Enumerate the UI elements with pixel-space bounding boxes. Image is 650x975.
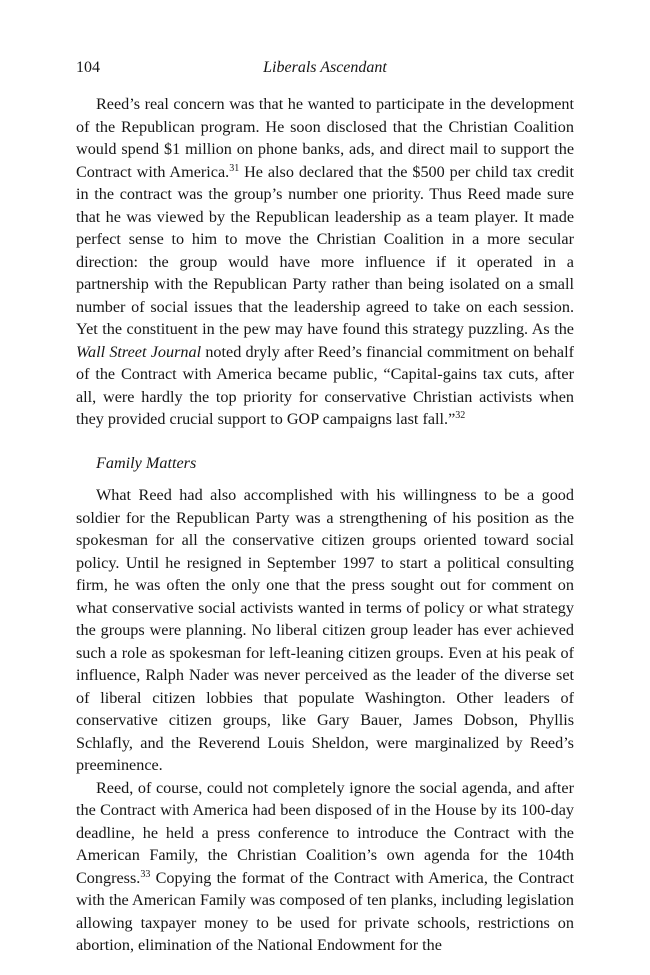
running-head: [76, 56, 574, 80]
paragraph-text: Reed’s real concern was that he wanted to participate in the development of the Republican program. He soon disclosed that the Christian Coalition would spend $1 million on phone banks, ads, and direct mail to support the Contract with America.: [76, 95, 574, 181]
footnote-marker: 31: [229, 162, 240, 174]
footnote-marker: 33: [140, 868, 151, 880]
footnote-marker: 32: [455, 410, 466, 421]
paragraph-reed-concern: [76, 93, 574, 431]
section-heading: Family Matters: [96, 453, 197, 472]
paragraph-family-contract: [76, 777, 574, 957]
paragraph-text: Copying the format of the Contract with America, the Contract with the American Family was composed of ten planks, including legislation allowing taxpayer money to be used for private schools, restrictions on abortion, elimination of the National Endowment for the: [76, 868, 574, 954]
paragraph-text: He also declared that the $500 per child tax credit in the contract was the group’s number one priority. Thus Reed made sure that he was viewed by the Republican leadership as a team player. It made perfect sense to him to move the Christian Coalition in a more secular direction: the group would have more influence if it operated in a partnership with the Republican Party rather than being isolated on a small number of social issues that the leadership agreed to take on each session. Yet the constituent in the pew may have found this strategy puzzling. As the: [76, 162, 574, 338]
publication-title: Wall Street Journal: [76, 342, 202, 361]
paragraph-text: Reed, of course, could not completely ignore the social agenda, and after the Contract with America had been disposed of in the House by its 100-day deadline, he held a press conference to introduce the Contract with the American Family, the Christian Coalition’s own agenda for the 104th Congress.: [76, 778, 574, 887]
running-title: Liberals Ascendant: [263, 59, 387, 76]
body-text: [76, 93, 574, 957]
page-number: 104: [76, 59, 100, 76]
book-page: [76, 0, 574, 975]
paragraph-spokesman: What Reed had also accomplished with his willingness to be a good soldier for the Republican Party was a strengthening of his position as the spokesman for all the conservative citizen groups oriented toward social policy. Until he resigned in September 1997 to start a political consulting firm, he was often the only one that the press sought out for comment on what conservative social activists wanted in terms of policy or what strategy the groups were planning. No liberal citizen group leader has ever achieved such a role as spokesman for left-leaning citizen groups. Even at his peak of influence, Ralph Nader was never perceived as the leader of the diverse set of liberal citizen lobbies that populate Washington. Other leaders of conservative citizen groups, like Gary Bauer, James Dobson, Phyllis Schlafly, and the Reverend Louis Sheldon, were marginalized by Reed’s preeminence.: [76, 486, 574, 774]
paragraph-text: noted dryly after Reed’s financial commitment on behalf of the Contract with America became public, “Capital-gains tax cuts, after all, were hardly the top priority for conservative Christian activists when they provided crucial support to GOP campaigns last fall.”: [76, 342, 574, 428]
